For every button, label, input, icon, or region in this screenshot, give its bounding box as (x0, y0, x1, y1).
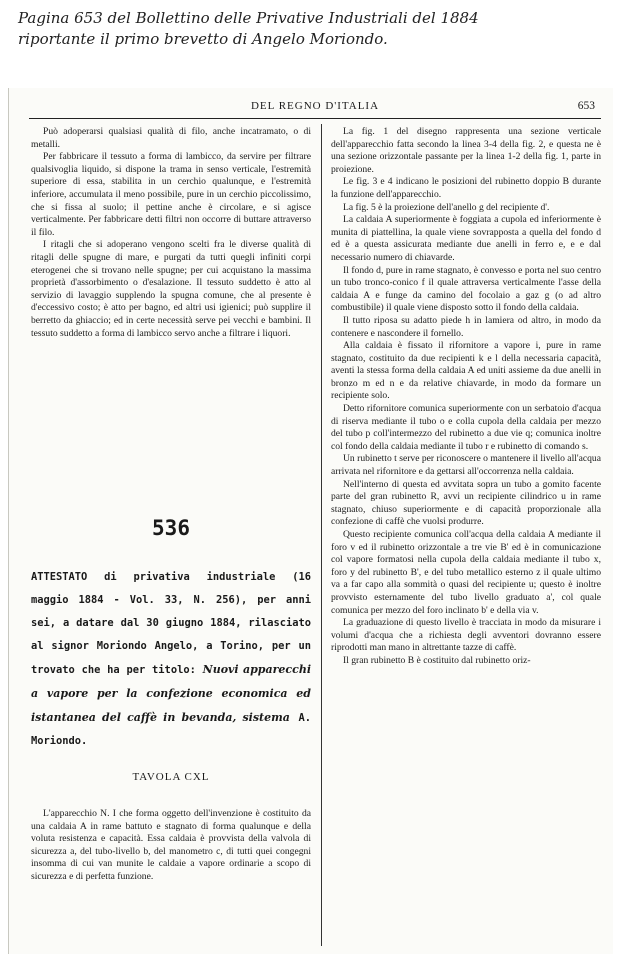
page-number: 653 (577, 100, 595, 112)
paragraph: La fig. 5 è la proiezione dell'anello g del recipiente d'. (343, 201, 550, 213)
right-column-text (331, 126, 601, 668)
paragraph: Il fondo d, pure in rame stagnato, è convesso e porta nel suo centro un tubo tronco-conico f il quale attraversa verticalmente l'asse della caldaia A e funge da camino del focolaio a gaz g (o ad altro combustibile) il quale viene disposto sotto il fondo della caldaia. (331, 264, 601, 314)
attestato-title: Nuovi apparecchi a vapore per la confezione economica ed istantanea del caffè in bevanda, sistema (31, 663, 311, 724)
page-caption (18, 8, 608, 50)
paragraph: Nell'interno di questa ed avvitata sopra un tubo a gomito facente parte del gran rubinetto R, avvi un recipiente cilindrico u in rame stagnato, chiuso superiormente e di capacità proporzionale alla confezione di caffè che vuolsi produrre. (331, 478, 601, 528)
header-rule (29, 118, 601, 119)
scanned-bulletin-page (8, 88, 613, 954)
paragraph: La caldaia A superiormente è foggiata a cupola ed inferiormente è munita di piattellina, la quale viene sovrapposta a quella del fondo d ed è a questa assicurata mediante due anelli in ferro e, e e dal necessario numero di chiavarde. (331, 214, 601, 263)
left-column-text (31, 126, 311, 340)
paragraph: Detto rifornitore comunica superiormente con un serbatoio d'acqua di riserva mediante il tubo o e colla cupola della caldaia per mezzo del tubo p coll'intermezzo del rubinetto a due vie q; comunica inoltre col fondo della caldaia mediante il tubo r e rubinetto di comando s. (331, 403, 601, 452)
paragraph: Per fabbricare il tessuto a forma di lambicco, da servire per filtrare qualsivoglia liquido, si dispone la trama in senso verticale, l'estremità superiore di essa, stabilita in un cerchio qualunque, e l'estremità inferiore, accumulata il meno possibile, pure in un cerchio piccolissimo, che si fissa al suolo; il pettine anche è circolare, e si agisce verticalmente. Per fabbricare detti filtri non occorre di buttare attraverso il filo. (31, 151, 311, 238)
attestato-head: ATTESTATO di privativa industriale (16 maggio 1884 - Vol. 33, N. 256), per anni sei, a datare dal 30 giugno 1884, rilasciato al signor Moriondo Angelo, a Torino, per un trovato che ha per titolo: (31, 571, 311, 676)
header-title: DEL REGNO D'ITALIA (250, 100, 380, 112)
paragraph: Questo recipiente comunica coll'acqua della caldaia A mediante il foro v ed il rubinetto orizzontale a tre vie B' ed è in comunicazione col vapore formatosi nella cupola della caldaia mediante il tubo x, foro y del rubinetto B', e del tubo metallico esterno z il quale ultimo va a far capo alla sommità o quasi del recipiente u; questo è inoltre provvisto esternamente del tubo livello graduato a', col quale comunica per mezzo del foro inclinato b' e della via v. (331, 529, 601, 616)
column-divider (321, 124, 322, 946)
paragraph: Può adoperarsi qualsiasi qualità di filo, anche incatramato, o di metalli. (31, 126, 311, 150)
paragraph: Alla caldaia è fissato il rifornitore a vapore i, pure in rame stagnato, costituito da due recipienti k e l della necessaria capacità, aventi la stessa forma della caldaia A ed uniti assieme da due anelli in bronzo m ed n e da relative chiavarde, in modo da formare un recipiente solo. (331, 340, 601, 402)
paragraph: Il gran rubinetto B è costituito dal rubinetto oriz- (343, 654, 531, 666)
attestato-author: A. Moriondo. (31, 712, 311, 747)
patent-number: 536 (152, 516, 190, 540)
attestato-block (31, 566, 311, 753)
paragraph: La graduazione di questo livello è tracciata in modo da misurare i volumi d'acqua che a richiesta degli avventori dovranno essere riprodotti man mano in altrettante tazze di caffè. (331, 617, 601, 654)
caption-line-1: Pagina 653 del Bollettino delle Privative Industriali del 1884 (18, 9, 479, 27)
paragraph: La fig. 1 del disegno rappresenta una sezione verticale dell'apparecchio fatta secondo la linea 3-4 della fig. 2, e questa ne è una sezione orizzontale passante per la linea 1-2 della fig. 1, parte in proiezione. (331, 126, 601, 175)
paragraph: Un rubinetto t serve per riconoscere o mantenere il livello all'acqua arrivata nel rifornitore e da gettarsi all'occorrenza nella caldaia. (331, 453, 601, 478)
left-bottom-text (31, 808, 311, 884)
running-header (29, 98, 601, 118)
caption-line-2: riportante il primo brevetto di Angelo Moriondo. (18, 30, 388, 48)
paragraph: Le fig. 3 e 4 indicano le posizioni del rubinetto doppio B durante la funzione dell'apparecchio. (331, 176, 601, 200)
tavola-heading: TAVOLA CXL (132, 771, 210, 783)
paragraph: Il tutto riposa su adatto piede h in lamiera od altro, in modo da contenere e nascondere il fornello. (331, 314, 601, 339)
paragraph: I ritagli che si adoperano vengono scelti fra le diverse qualità di ritagli delle spugne di mare, e purgati da tutti quegli infiniti corpi eterogenei che si trovano nelle spugne; per cui acquistano la massima proprietà d'assorbimento o d'esalazione. Il tessuto suddetto è atto al servizio di lavaggio supplendo la spugna comune, che al presente è d'eccessivo costo; è atto per bagno, ed altri usi igienici; può supplire il berretto da ghiaccio; ed in certe necessità serve pei vecchi e bambini. Il tessuto suddetto a forma di lambicco servo anche a filtrare i liquori. (31, 239, 311, 339)
paragraph: L'apparecchio N. I che forma oggetto dell'invenzione è costituito da una caldaia A in rame battuto e stagnato di forma qualunque e della voluta resistenza e capacità. Essa caldaia è provvista della valvola di sicurezza a, del tubo-livello b, del manometro c, di tutti quei congegni insomma di cui van munite le caldaie a vapore ordinarie a scopo di sicurezza e di perfetta funzione. (31, 808, 311, 882)
